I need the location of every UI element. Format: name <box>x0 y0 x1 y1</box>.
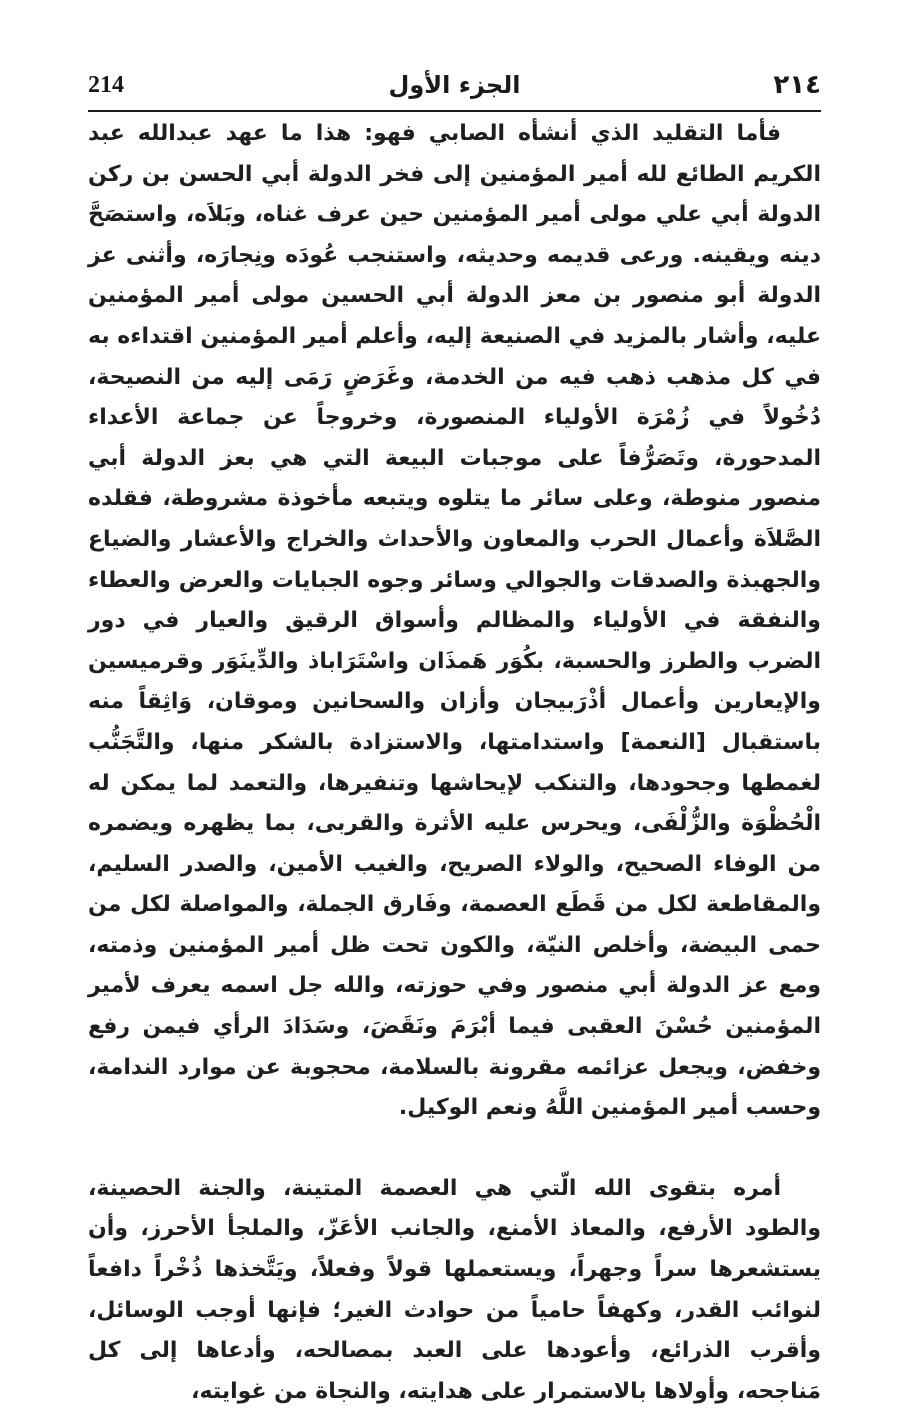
page-header <box>88 60 821 112</box>
paragraph-2: أمره بتقوى الله الّتي هي العصمة المتينة، والجنة الحصينة، والطود الأرفع، والمعاذ الأمنع، والجانب الأعَزّ، والملجأ الأحرز، وأن يستشعرها سراً وجهراً، ويستعملها قولاً وفعلاً، ويَتَّخذها ذُخْراً دافعاً لنوائب القدر، وكهفاً حامياً من حوادث الغير؛ فإنها أوجب الوسائل، وأقرب الذرائع، وأعودها على العبد بمصالحه، وأدعاها إلى كل مَناجحه، وأولاها بالاستمرار على هدايته، والنجاة من غوايته، <box>88 1175 821 1404</box>
page-number-latin: 214 <box>88 71 124 98</box>
paragraph-1: فأما التقليد الذي أنشأه الصابي فهو: هذا ما عهد عبدالله عبد الكريم الطائع لله أمير المؤمنين إلى فخر الدولة أبي الحسن بن ركن الدولة أبي علي مولى أمير المؤمنين حين عرف غناه، وبَلاَه، واستصَحَّ دينه ويقينه. ورعى قديمه وحديثه، واستنجب عُودَه ونِجارَه، وأثنى عز الدولة أبو منصور بن معز الدولة أبي الحسين مولى أمير المؤمنين عليه، وأشار بالمزيد في الصنيعة إليه، وأعلم أمير المؤمنين اقتداءه به في كل مذهب ذهب فيه من الخدمة، وغَرَضٍ رَمَى إليه من النصيحة، دُخُولاً في زُمْرَة الأولياء المنصورة، وخروجاً عن جماعة الأعداء المدحورة، وتَصَرُّفاً على موجبات البيعة التي هي بعز الدولة أبي منصور منوطة، وعلى سائر ما يتلوه ويتبعه مأخوذة مشروطة، فقلده الصَّلاَة وأعمال الحرب والمعاون والأحداث والخراج والأعشار والضياع والجهبذة والصدقات والجوالي وسائر وجوه الجبايات والعرض والعطاء والنفقة في الأولياء والمظالم وأسواق الرقيق والعيار في دور الضرب والطرز والحسبة، بكُوَر هَمذَان واسْتَرَاباذ والدِّينَوَر وقرميسين والإيعارين وأعمال أذْرَبيجان وأزان والسحانين وموقان، وَاثِقاً منه باستقبال [النعمة] واستدامتها، والاستزادة بالشكر منها، والتَّجَنُّب لغمطها وجحودها، والتنكب لإيحاشها وتنفيرها، والتعمد لما يمكن له الْحُظْوَة والزُّلْفَى، ويحرس عليه الأثرة والقربى، بما يظهره ويضمره من الوفاء الصحيح، والولاء الصريح، والغيب الأمين، والصدر السليم، والمقاطعة لكل من قَطَع العصمة، وفَارق الجملة، والمواصلة لكل من حمى البيضة، وأخلص النيّة، والكون تحت ظل أمير المؤمنين وذمته، ومع عز الدولة أبي منصور وفي حوزته، والله جل اسمه يعرف لأمير المؤمنين حُسْنَ العقبى فيما أبْرَمَ ونَقَضَ، وسَدَادَ الرأي فيمن رفع وخفض، ويجعل عزائمه مقرونة بالسلامة، محجوبة عن موارد الندامة، وحسب أمير المؤمنين اللَّهُ ونعم الوكيل. <box>88 121 821 1121</box>
body-text <box>88 114 821 1412</box>
running-title: الجزء الأول <box>388 71 521 99</box>
page-number-arabic: ٢١٤ <box>773 70 821 100</box>
